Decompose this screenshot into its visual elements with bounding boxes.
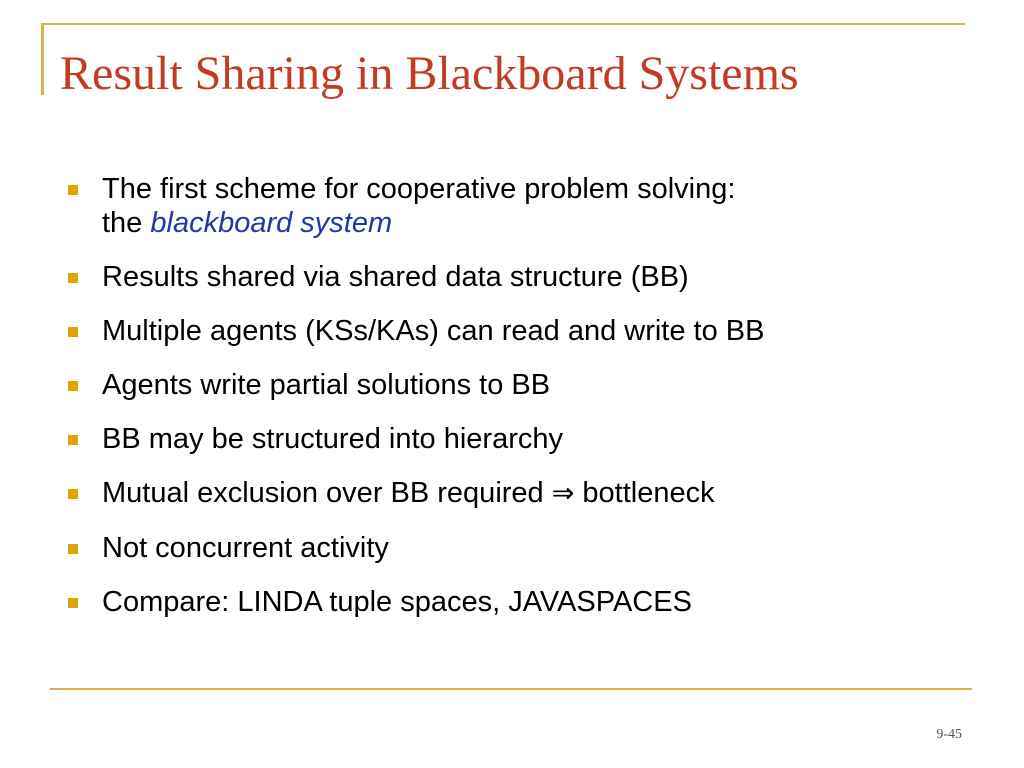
bullet-item	[60, 314, 960, 348]
square-bullet-icon	[68, 185, 78, 195]
bullet-list	[60, 172, 960, 639]
bullet-item	[60, 368, 960, 402]
square-bullet-icon	[68, 544, 78, 554]
bullet-text: Results shared via shared data structure (BB)	[102, 261, 689, 293]
bullet-item	[60, 422, 960, 456]
implies-arrow-icon: ⇒	[551, 478, 575, 509]
page-number: 9-45	[936, 727, 962, 742]
square-bullet-icon	[68, 327, 78, 337]
bullet-item	[60, 531, 960, 565]
bullet-text: Mutual exclusion over BB required	[102, 477, 552, 509]
bullet-emphasis: blackboard system	[150, 207, 393, 239]
bullet-item	[60, 585, 960, 619]
bullet-text: Agents write partial solutions to BB	[102, 369, 551, 401]
square-bullet-icon	[68, 435, 78, 445]
bullet-item	[60, 260, 960, 294]
footer-divider	[50, 688, 972, 690]
bullet-text: Not concurrent activity	[102, 532, 389, 564]
bullet-text: The first scheme for cooperative problem solving:	[102, 173, 736, 205]
square-bullet-icon	[68, 489, 78, 499]
bullet-text: Multiple agents (KSs/KAs) can read and write to BB	[102, 315, 765, 347]
square-bullet-icon	[68, 273, 78, 283]
bullet-item	[60, 476, 960, 511]
bullet-text: Compare: LINDA tuple spaces, JAVASPACES	[102, 586, 692, 618]
bullet-item	[60, 172, 960, 240]
square-bullet-icon	[68, 598, 78, 608]
corner-horizontal-line	[41, 23, 965, 25]
bullet-text-prefix: the	[102, 207, 151, 239]
bullet-text-suffix: bottleneck	[574, 477, 715, 509]
square-bullet-icon	[68, 381, 78, 391]
bullet-text: BB may be structured into hierarchy	[102, 423, 563, 455]
slide-title: Result Sharing in Blackboard Systems	[60, 47, 799, 100]
corner-vertical-line	[41, 23, 44, 95]
